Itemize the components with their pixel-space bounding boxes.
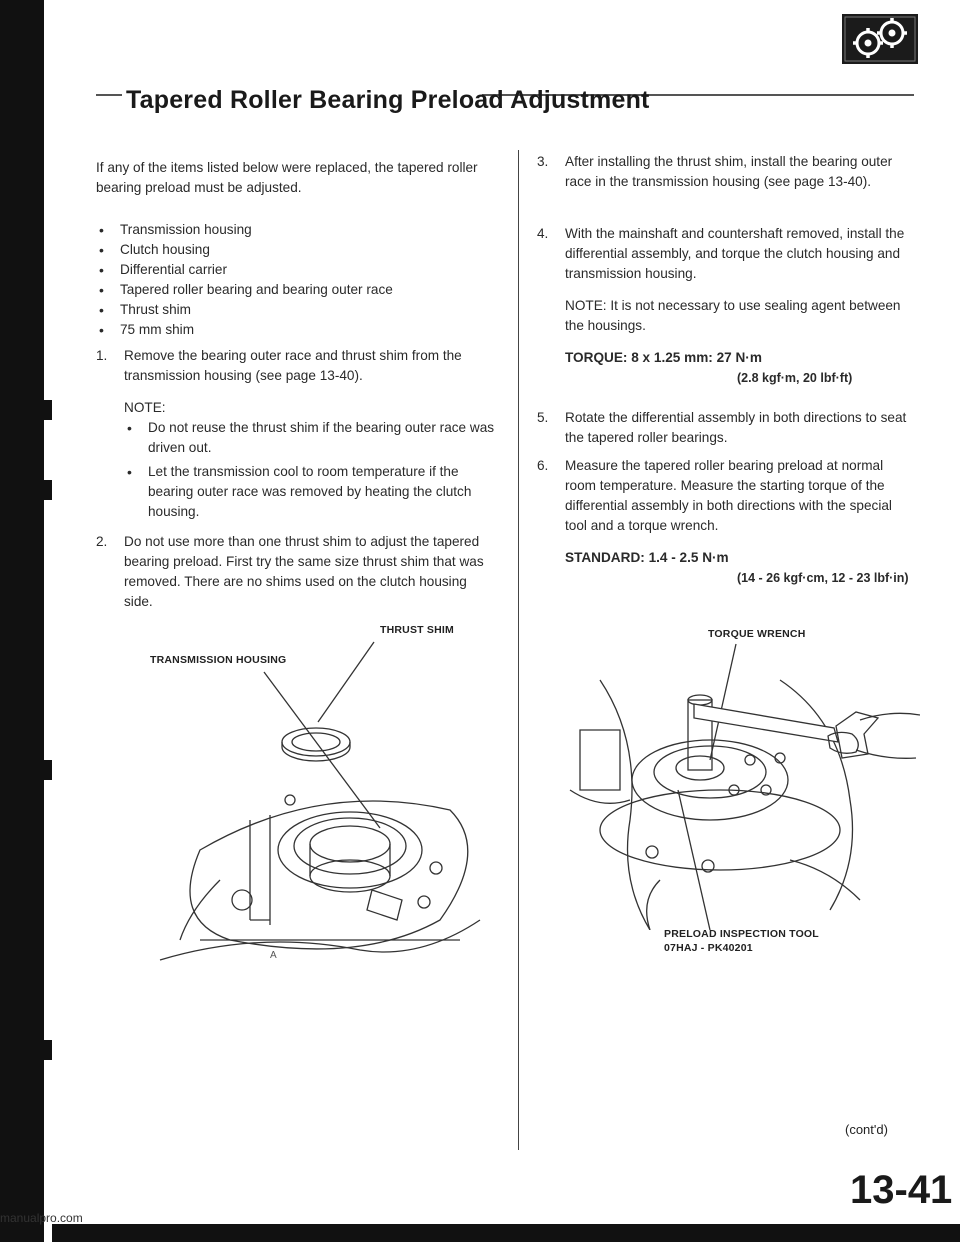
tool-part-number: 07HAJ - PK40201 <box>664 942 753 954</box>
note-item: • Let the transmission cool to room temperature if the bearing outer race was removed by heating the clutch housing. <box>124 462 496 522</box>
continued-label: (cont'd) <box>845 1122 888 1137</box>
note-list <box>124 418 496 522</box>
watermark-url: manualpro.com <box>0 1211 83 1225</box>
step-text: With the mainshaft and countershaft removed, install the differential assembly, and torque the clutch housing and transmission housing. <box>565 226 905 281</box>
note-item: • Do not reuse the thrust shim if the bearing outer race was driven out. <box>124 418 496 458</box>
spine-notch <box>44 760 52 780</box>
spine-notch <box>44 1040 52 1060</box>
preload-tool-label: PRELOAD INSPECTION TOOL <box>664 928 819 940</box>
standard-spec: STANDARD: 1.4 - 2.5 N·m <box>565 550 729 565</box>
transmission-housing-label: TRANSMISSION HOUSING <box>150 654 287 666</box>
gear-pair-icon <box>842 14 918 64</box>
step-text: Measure the tapered roller bearing preload at normal room temperature. Measure the starting torque of the differential assembly in both directions with the special tool and a torque wrench. <box>565 458 892 533</box>
page-title: Tapered Roller Bearing Preload Adjustment <box>126 86 650 114</box>
list-item: • Clutch housing <box>96 240 496 260</box>
step-3 <box>537 152 915 192</box>
bottom-bar <box>52 1224 960 1242</box>
list-item: • Tapered roller bearing and bearing outer race <box>96 280 496 300</box>
step-text: Rotate the differential assembly in both directions to seat the tapered roller bearings. <box>565 410 907 445</box>
replaced-items-list <box>96 220 496 340</box>
torque-wrench-label: TORQUE WRENCH <box>708 628 806 640</box>
step-number: 2. <box>96 534 108 549</box>
step-text: Do not use more than one thrust shim to adjust the tapered bearing preload. First try the same size thrust shim that was removed. There are no shims used on the clutch housing side. <box>124 534 484 609</box>
list-item: • Thrust shim <box>96 300 496 320</box>
step-number: 5. <box>537 410 549 425</box>
step-2 <box>96 532 496 612</box>
spine-notch <box>44 400 52 420</box>
step-4 <box>537 224 915 388</box>
step-number: 4. <box>537 226 549 241</box>
step-6 <box>537 456 915 588</box>
torque-spec-conversion: (2.8 kgf·m, 20 lbf·ft) <box>737 371 853 385</box>
step-text: After installing the thrust shim, install the bearing outer race in the transmission housing (see page 13-40). <box>565 154 893 189</box>
step-text: Remove the bearing outer race and thrust shim from the transmission housing (see page 13-40). <box>124 348 462 383</box>
thrust-shim-label: THRUST SHIM <box>380 624 454 636</box>
torque-wrench-illustration <box>560 640 920 930</box>
step-5 <box>537 408 915 448</box>
list-item: • Transmission housing <box>96 220 496 240</box>
torque-spec: TORQUE: 8 x 1.25 mm: 27 N·m <box>565 350 762 365</box>
column-divider <box>518 150 519 1150</box>
spine-notch <box>44 480 52 500</box>
thrust-shim-illustration <box>140 640 490 970</box>
step-1 <box>96 346 496 522</box>
standard-spec-conversion: (14 - 26 kgf·cm, 12 - 23 lbf·in) <box>737 571 909 585</box>
step-note: NOTE: It is not necessary to use sealing agent between the housings. <box>565 298 901 333</box>
note-label: NOTE: <box>124 400 166 415</box>
svg-text:A: A <box>270 950 277 961</box>
binding-spine <box>0 0 44 1242</box>
step-number: 3. <box>537 154 549 169</box>
page-number: 13-41 <box>850 1168 953 1212</box>
step-number: 6. <box>537 458 549 473</box>
list-item: • 75 mm shim <box>96 320 496 340</box>
step-number: 1. <box>96 348 108 363</box>
list-item: • Differential carrier <box>96 260 496 280</box>
intro-paragraph: If any of the items listed below were replaced, the tapered roller bearing preload must be adjusted. <box>96 160 478 195</box>
